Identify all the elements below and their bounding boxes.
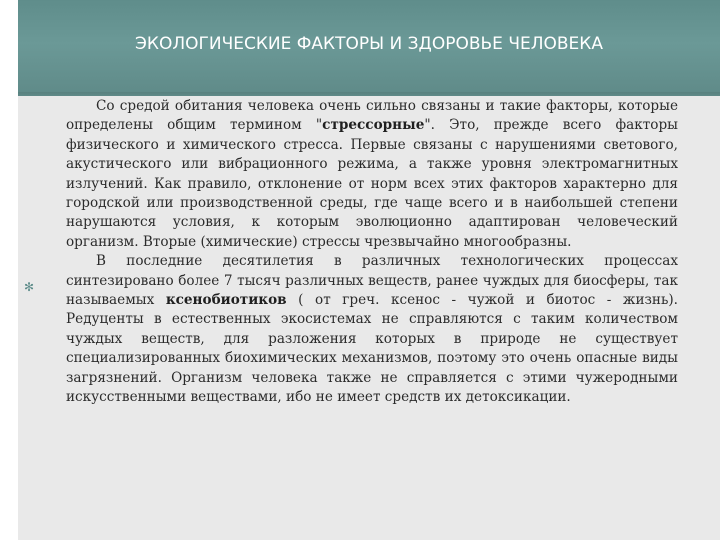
term-stressors: стрессорные (322, 117, 425, 134)
body-text (66, 97, 678, 408)
paragraph2-text-start: В последние десятилетия в различных технологических процессах синтезировано более 7 тысяч различных веществ, ранее чуждых для биосферы, так называемых (66, 253, 678, 309)
paragraph-xenobiotics (66, 252, 678, 407)
paragraph-stressors (66, 97, 678, 252)
term-xenobiotics: ксенобиотиков (165, 292, 287, 309)
title-band (18, 0, 720, 96)
paragraph1-text-end: ". Это, прежде всего факторы физического и химического стресса. Первые связаны с нарушениями светового, акустического или вибрационного режима, а также уровня электромагнитных излучений. Как правило, отклонение от норм всех этих факторов характерно для городской или производственной среды, где чаще всего и в наибольшей степени нарушаются условия, к которым эволюционно адаптирован человеческий организм. Вторые (химические) стрессы чрезвычайно многообразны. (66, 117, 678, 250)
asterisk-bullet-icon: ✻ (24, 280, 35, 294)
paragraph2-text-end: ( от греч. ксенос - чужой и биотос - жизнь). Редуценты в естественных экосистемах не справляются с таким количеством чуждых веществ, для разложения которых в природе не существует специализированных биохимических механизмов, поэтому это очень опасные виды загрязнений. Организм человека также не справляется с этими чужеродными искусственными веществами, ибо не имеет средств их детоксикации. (66, 292, 678, 406)
slide-title: ЭКОЛОГИЧЕСКИЕ ФАКТОРЫ И ЗДОРОВЬЕ ЧЕЛОВЕКА (135, 34, 603, 54)
paragraph1-text-start: Со средой обитания человека очень сильно связаны и такие факторы, которые определены общим термином " (66, 98, 678, 134)
